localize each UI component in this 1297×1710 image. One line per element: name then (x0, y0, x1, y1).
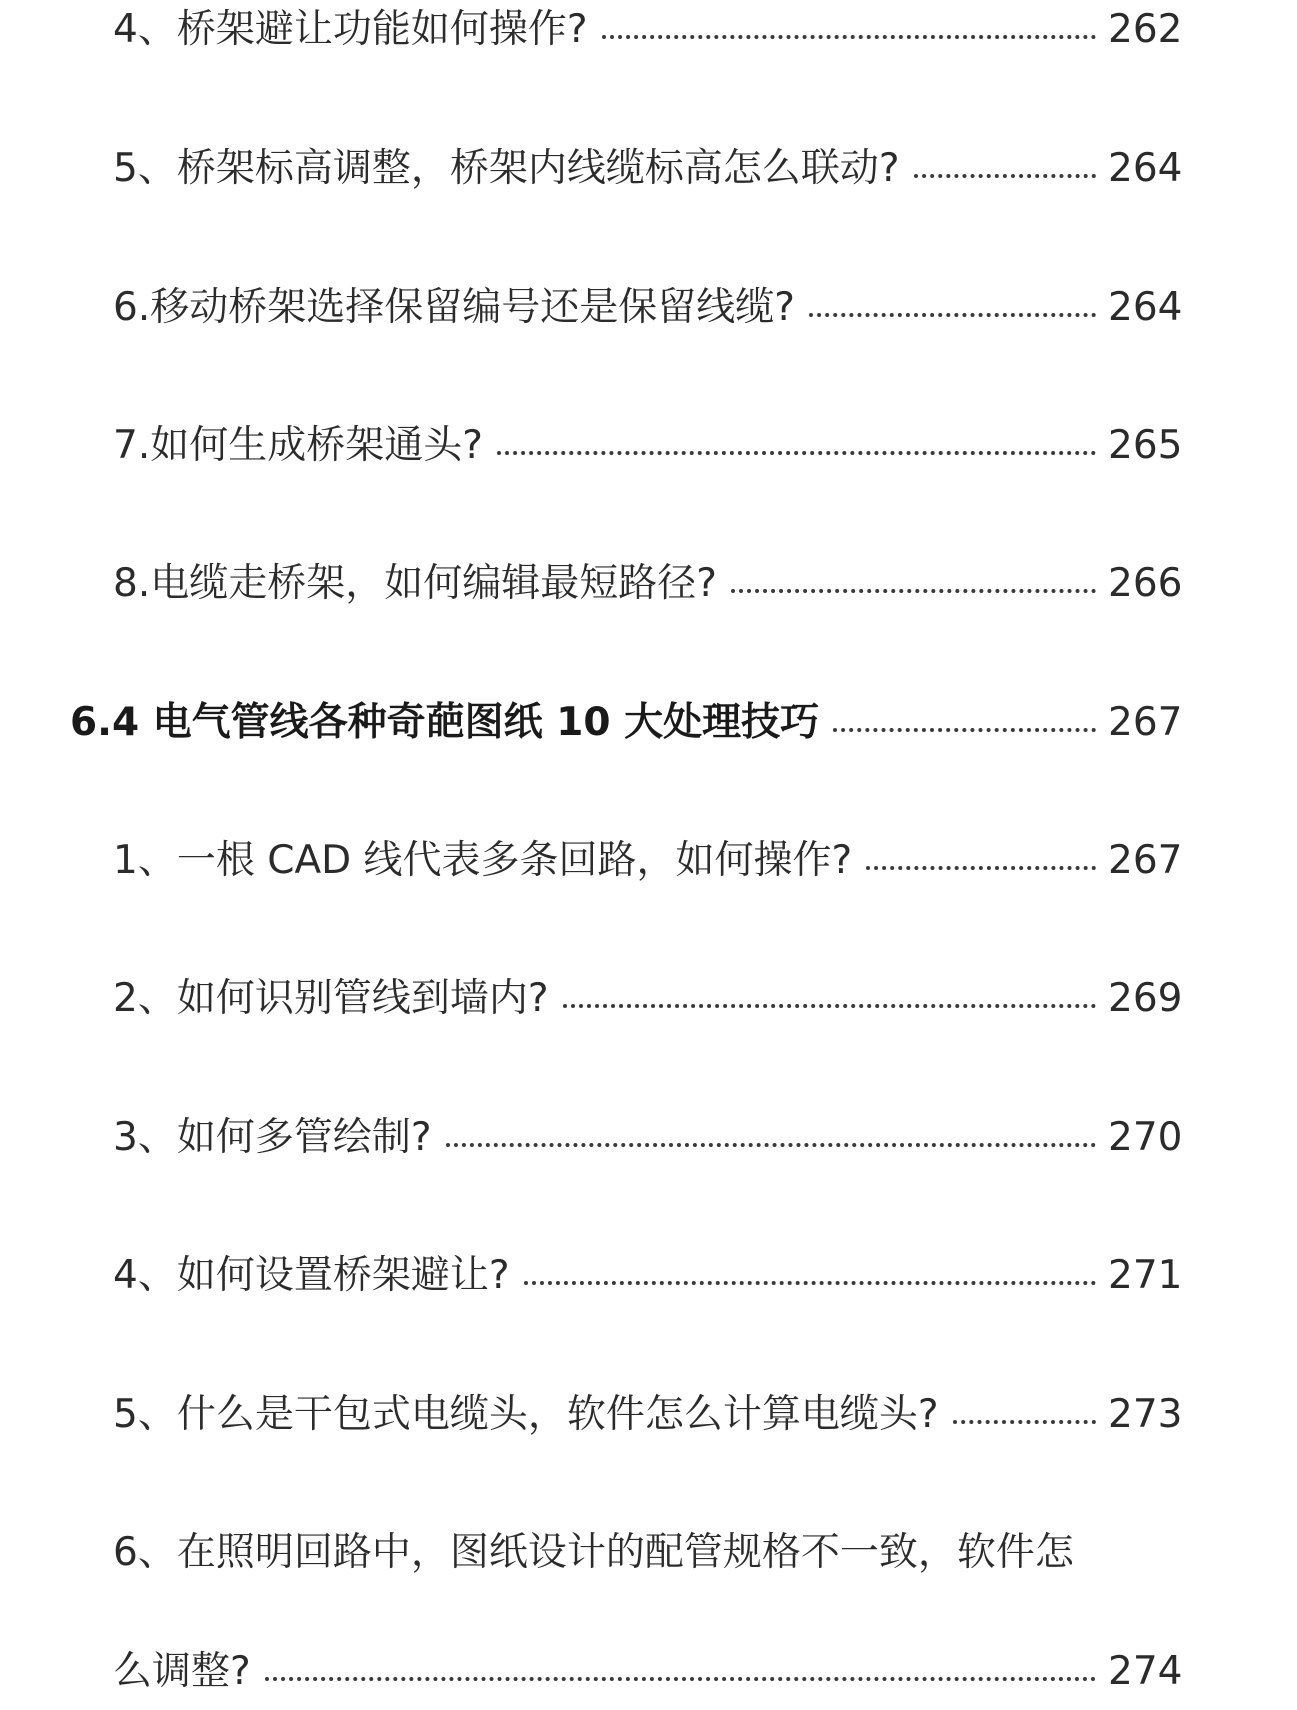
toc-section-title: 6.4 电气管线各种奇葩图纸 10 大处理技巧 (70, 700, 820, 745)
dot-leader (953, 1420, 1096, 1424)
dot-leader (914, 174, 1096, 178)
toc-entry-page: 267 (1108, 838, 1183, 883)
toc-entry[interactable] (0, 423, 1297, 468)
toc-entry-page: 266 (1108, 561, 1183, 606)
toc-entry[interactable] (0, 146, 1297, 191)
toc-entry-title: 4、桥架避让功能如何操作? (113, 7, 588, 52)
toc-entry[interactable] (0, 7, 1297, 52)
toc-entry[interactable] (0, 285, 1297, 330)
toc-entry-title-line1[interactable]: 6、在照明回路中，图纸设计的配管规格不一致，软件怎 (113, 1530, 1074, 1575)
dot-leader (833, 728, 1096, 732)
toc-entry[interactable] (0, 561, 1297, 606)
toc-entry[interactable] (0, 838, 1297, 883)
toc-entry-title: 6.移动桥架选择保留编号还是保留线缆? (113, 285, 795, 330)
toc-entry-title: 1、一根 CAD 线代表多条回路，如何操作? (113, 838, 853, 883)
dot-leader (602, 35, 1096, 39)
toc-entry-page: 274 (1108, 1649, 1183, 1694)
toc-entry-page: 262 (1108, 7, 1183, 52)
toc-section-page: 267 (1108, 700, 1183, 745)
toc-entry-page: 264 (1108, 285, 1183, 330)
toc-entry-title: 8.电缆走桥架，如何编辑最短路径? (113, 561, 717, 606)
toc-entry[interactable] (0, 1253, 1297, 1298)
toc-entry[interactable] (0, 1115, 1297, 1160)
dot-leader (497, 451, 1096, 455)
dot-leader (446, 1143, 1096, 1147)
toc-entry-title: 7.如何生成桥架通头? (113, 423, 483, 468)
toc-entry-page: 265 (1108, 423, 1183, 468)
toc-entry-page: 271 (1108, 1253, 1183, 1298)
toc-entry-page: 264 (1108, 146, 1183, 191)
toc-entry-page: 269 (1108, 976, 1183, 1021)
toc-entry-title: 5、什么是干包式电缆头，软件怎么计算电缆头? (113, 1392, 939, 1437)
toc-entry-page: 270 (1108, 1115, 1183, 1160)
toc-entry-title: 2、如何识别管线到墙内? (113, 976, 549, 1021)
toc-entry[interactable] (0, 1392, 1297, 1437)
toc-entry[interactable] (0, 1649, 1297, 1694)
toc-entry-title: 4、如何设置桥架避让? (113, 1253, 510, 1298)
dot-leader (866, 866, 1096, 870)
toc-entry-title: 3、如何多管绘制? (113, 1115, 432, 1160)
dot-leader (809, 313, 1096, 317)
toc-entry-page: 273 (1108, 1392, 1183, 1437)
dot-leader (563, 1004, 1096, 1008)
toc-entry-title: 5、桥架标高调整，桥架内线缆标高怎么联动? (113, 146, 900, 191)
dot-leader (731, 589, 1096, 593)
dot-leader (265, 1677, 1096, 1681)
toc-section-heading[interactable] (0, 700, 1297, 745)
toc-entry[interactable] (0, 976, 1297, 1021)
dot-leader (524, 1281, 1096, 1285)
toc-entry-title-line2: 么调整? (113, 1649, 251, 1694)
